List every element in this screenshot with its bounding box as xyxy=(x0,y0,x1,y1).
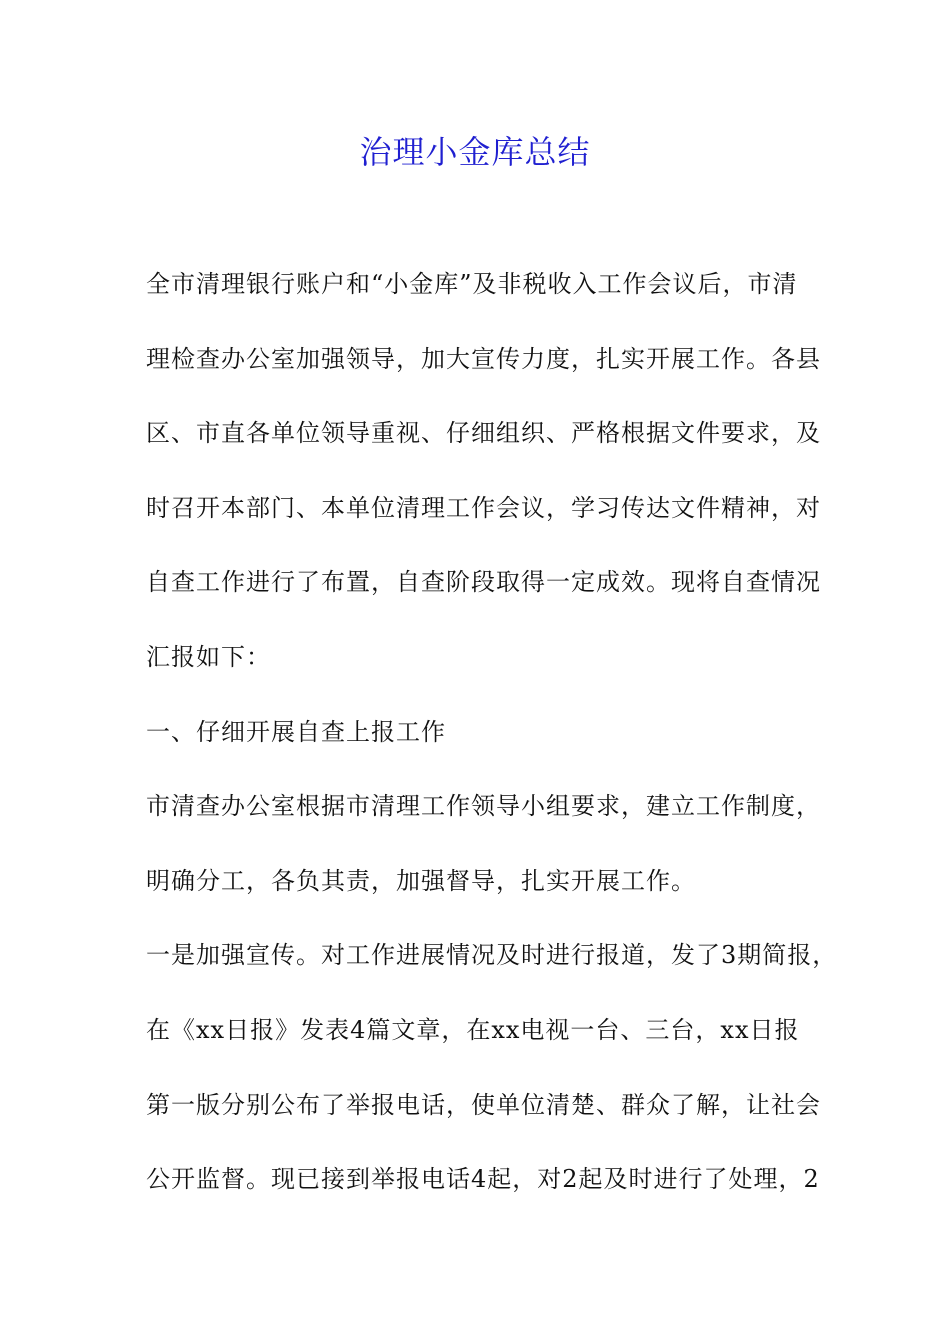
paragraph-line: 全市清理银行账户和“小金库”及非税收入工作会议后，市清 xyxy=(146,270,798,298)
paragraph-line: 公开监督。现已接到举报电话4起，对2起及时进行了处理，2 xyxy=(146,1165,820,1194)
paragraph-line: 在《xx日报》发表4篇文章，在xx电视一台、三台，xx日报 xyxy=(146,1015,800,1044)
paragraph-line: 自查工作进行了布置，自查阶段取得一定成效。现将自查情况 xyxy=(146,568,821,597)
paragraph-line: 汇报如下： xyxy=(146,642,271,671)
paragraph-line: 一是加强宣传。对工作进展情况及时进行报道，发了3期简报， xyxy=(146,941,838,970)
paragraph-line: 理检查办公室加强领导，加大宣传力度，扎实开展工作。各县 xyxy=(146,344,821,373)
document-title: 治理小金库总结 xyxy=(359,133,591,171)
paragraph-line: 区、市直各单位领导重视、仔细组织、严格根据文件要求，及 xyxy=(146,419,821,448)
document-body xyxy=(146,262,836,1232)
paragraph-line: 第一版分别公布了举报电话，使单位清楚、群众了解，让社会 xyxy=(146,1090,821,1119)
paragraph-line: 明确分工，各负其责，加强督导，扎实开展工作。 xyxy=(146,866,696,895)
paragraph-line: 时召开本部门、本单位清理工作会议，学习传达文件精神，对 xyxy=(146,493,821,522)
paragraph-line: 市清查办公室根据市清理工作领导小组要求，建立工作制度， xyxy=(146,792,821,821)
section-heading: 一、仔细开展自查上报工作 xyxy=(146,717,446,746)
